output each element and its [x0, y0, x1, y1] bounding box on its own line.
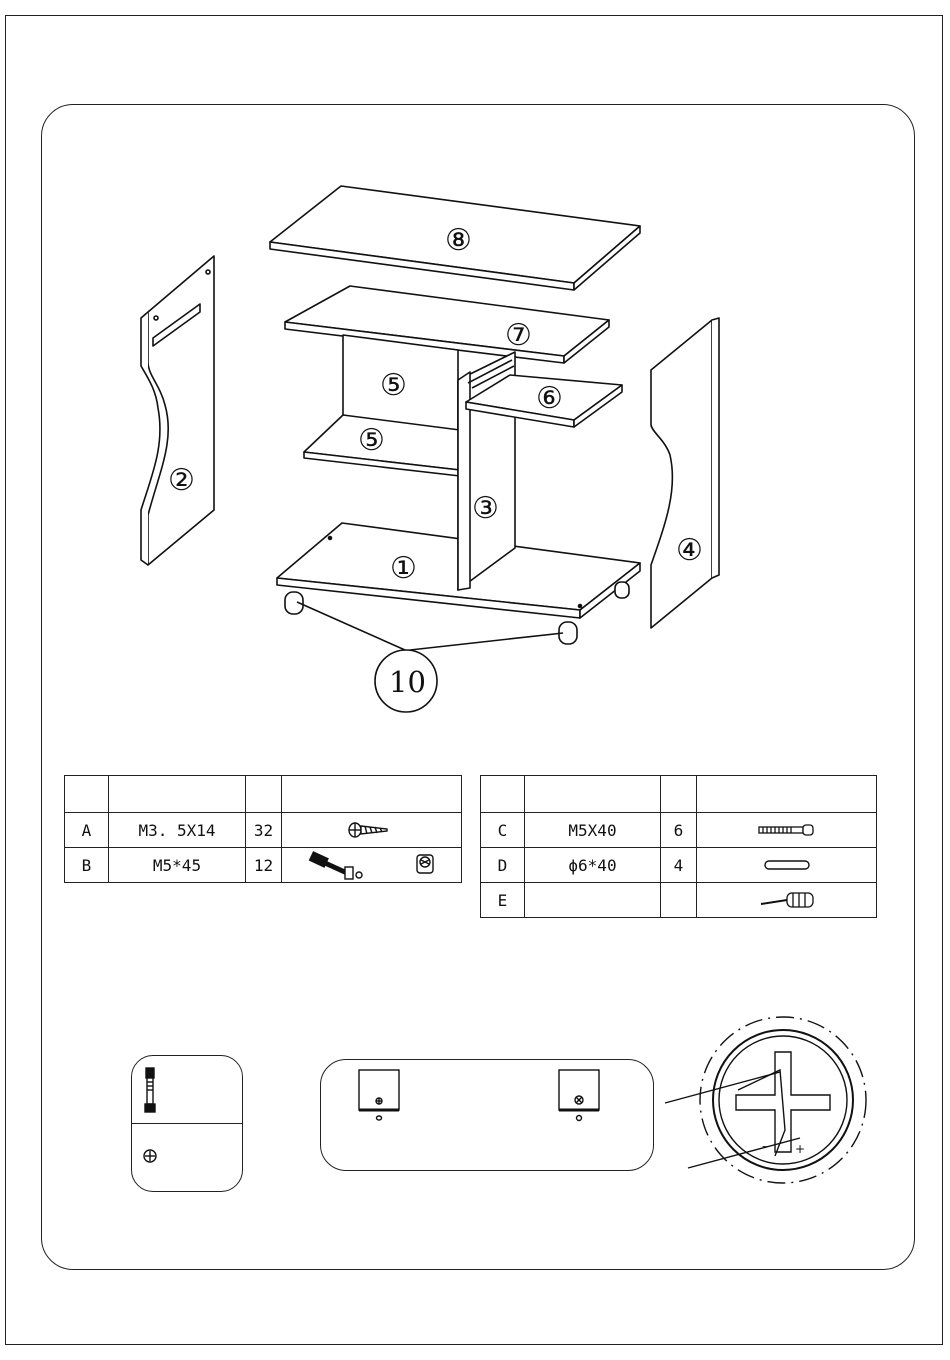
part-qty: 32: [246, 813, 282, 848]
part-qty: 4: [661, 848, 697, 883]
part-spec: M5X40: [525, 813, 661, 848]
part-letter: A: [65, 813, 109, 848]
part-spec: M5*45: [109, 848, 246, 883]
part-letter: E: [481, 883, 525, 918]
label-5-shelf: ⑤: [358, 423, 385, 458]
part-qty: 12: [246, 848, 282, 883]
part-letter: C: [481, 813, 525, 848]
label-7: ⑦: [505, 318, 532, 353]
label-5-back: ⑤: [380, 368, 407, 403]
label-8: ⑧: [445, 223, 472, 258]
part-spec: M3. 5X14: [109, 813, 246, 848]
svg-text:–: –: [762, 1139, 768, 1153]
label-6: ⑥: [536, 381, 563, 416]
part-spec: ϕ6*40: [525, 848, 661, 883]
label-2: ②: [168, 463, 195, 498]
label-1: ①: [390, 551, 417, 586]
label-3: ③: [472, 491, 499, 526]
part-letter: B: [65, 848, 109, 883]
label-10: 10: [389, 665, 426, 699]
part-letter: D: [481, 848, 525, 883]
label-4: ④: [676, 533, 703, 568]
svg-text:+: +: [795, 1142, 806, 1156]
part-qty: 6: [661, 813, 697, 848]
